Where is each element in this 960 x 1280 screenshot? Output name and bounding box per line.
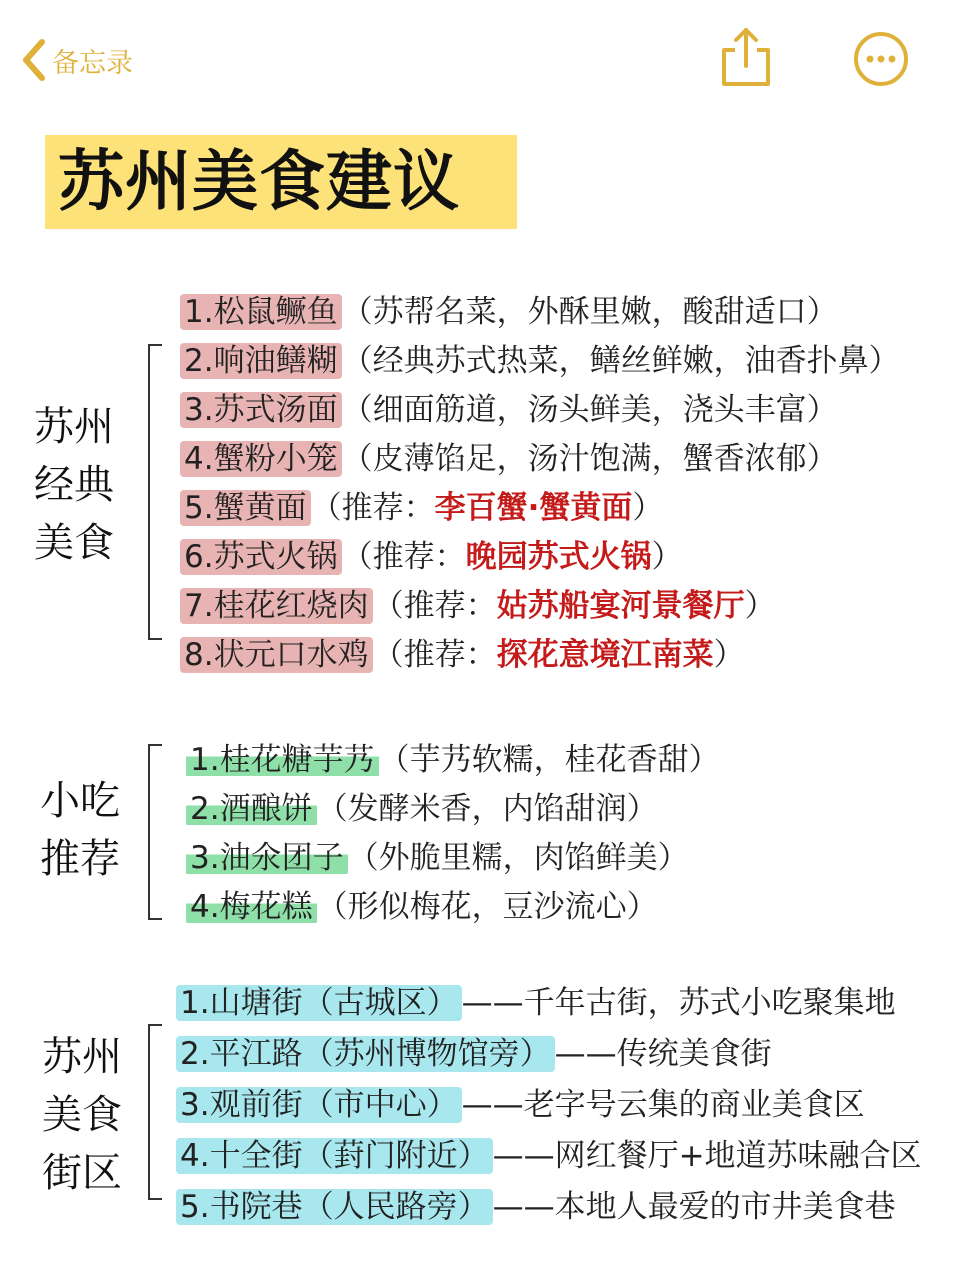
back-label: 备忘录 — [52, 47, 133, 79]
share-icon — [718, 24, 774, 88]
street-desc: ——本地人最爱的市井美食巷 — [492, 1189, 896, 1225]
dish-desc: （苏帮名菜，外酥里嫩，酸甜适口） — [341, 294, 838, 330]
streets-section-label — [42, 1028, 122, 1202]
street-name: 1.山塘街（古城区） — [176, 985, 462, 1021]
recommended-restaurant: 李百蟹·蟹黄面 — [434, 490, 633, 526]
label-line: 小吃 — [40, 778, 120, 824]
street-name: 5.书院巷（人民路旁） — [176, 1189, 493, 1225]
snack-name: 2.酒酿饼 — [186, 791, 317, 827]
more-options-button[interactable] — [852, 30, 910, 88]
dish-desc: （皮薄馅足，汤汁饱满，蟹香浓郁） — [341, 441, 838, 477]
rec-prefix: （推荐： — [310, 490, 435, 526]
rec-prefix: （推荐： — [372, 637, 497, 673]
list-item — [180, 486, 663, 530]
list-item — [186, 885, 658, 929]
list-item — [180, 388, 838, 432]
list-item — [176, 1083, 865, 1127]
dish-name: 8.状元口水鸡 — [180, 637, 373, 673]
rec-suffix: ） — [632, 490, 664, 526]
list-item — [186, 836, 689, 880]
list-item — [176, 1134, 922, 1178]
label-line: 苏州 — [42, 1034, 122, 1080]
streets-bracket — [148, 1024, 162, 1200]
more-icon — [852, 30, 910, 88]
street-desc: ——传统美食街 — [554, 1036, 772, 1072]
classic-section-label — [34, 398, 114, 572]
recommended-restaurant: 探花意境江南菜 — [496, 637, 714, 673]
street-name: 2.平江路（苏州博物馆旁） — [176, 1036, 555, 1072]
list-item — [180, 437, 838, 481]
dish-desc: （细面筋道，汤头鲜美，浇头丰富） — [341, 392, 838, 428]
label-line: 美食 — [34, 520, 114, 566]
dish-name: 3.苏式汤面 — [180, 392, 342, 428]
list-item — [176, 1032, 772, 1076]
dish-desc: （经典苏式热菜，鳝丝鲜嫩，油香扑鼻） — [341, 343, 900, 379]
snacks-section-label — [40, 772, 120, 888]
street-name: 3.观前街（市中心） — [176, 1087, 462, 1123]
list-item — [186, 787, 658, 831]
snack-desc: （芋艿软糯，桂花香甜） — [378, 742, 720, 778]
recommended-restaurant: 姑苏船宴河景餐厅 — [496, 588, 745, 624]
street-name: 4.十全街（葑门附近） — [176, 1138, 493, 1174]
snack-name: 3.油氽团子 — [186, 840, 348, 876]
list-item — [186, 738, 720, 782]
dish-name: 1.松鼠鳜鱼 — [180, 294, 342, 330]
dish-name: 5.蟹黄面 — [180, 490, 311, 526]
list-item — [180, 584, 776, 628]
rec-prefix: （推荐： — [372, 588, 497, 624]
dish-name: 6.苏式火锅 — [180, 539, 342, 575]
label-line: 经典 — [34, 462, 114, 508]
snack-name: 4.梅花糕 — [186, 889, 317, 925]
recommended-restaurant: 晚园苏式火锅 — [465, 539, 652, 575]
list-item — [176, 981, 896, 1025]
rec-suffix: ） — [744, 588, 776, 624]
list-item — [180, 535, 683, 579]
label-line: 美食 — [42, 1092, 122, 1138]
snack-name: 1.桂花糖芋艿 — [186, 742, 379, 778]
navigation-bar — [0, 0, 960, 110]
rec-suffix: ） — [651, 539, 683, 575]
snacks-bracket — [148, 744, 162, 920]
dish-name: 2.响油鳝糊 — [180, 343, 342, 379]
share-button[interactable] — [718, 24, 774, 88]
street-desc: ——网红餐厅+地道苏味融合区 — [492, 1138, 922, 1174]
label-line: 苏州 — [34, 404, 114, 450]
page-title: 苏州美食建议 — [58, 143, 460, 220]
label-line: 街区 — [42, 1150, 122, 1196]
classic-bracket — [148, 344, 162, 640]
rec-suffix: ） — [713, 637, 745, 673]
back-button[interactable] — [18, 36, 133, 84]
snack-desc: （形似梅花，豆沙流心） — [316, 889, 658, 925]
list-item — [176, 1185, 896, 1229]
street-desc: ——老字号云集的商业美食区 — [461, 1087, 865, 1123]
snack-desc: （外脆里糯，肉馅鲜美） — [347, 840, 689, 876]
dish-name: 7.桂花红烧肉 — [180, 588, 373, 624]
chevron-left-icon — [18, 36, 48, 84]
list-item — [180, 633, 745, 677]
list-item — [180, 339, 900, 383]
dish-name: 4.蟹粉小笼 — [180, 441, 342, 477]
rec-prefix: （推荐： — [341, 539, 466, 575]
list-item — [180, 290, 838, 334]
street-desc: ——千年古街，苏式小吃聚集地 — [461, 985, 896, 1021]
label-line: 推荐 — [40, 836, 120, 882]
snack-desc: （发酵米香，内馅甜润） — [316, 791, 658, 827]
